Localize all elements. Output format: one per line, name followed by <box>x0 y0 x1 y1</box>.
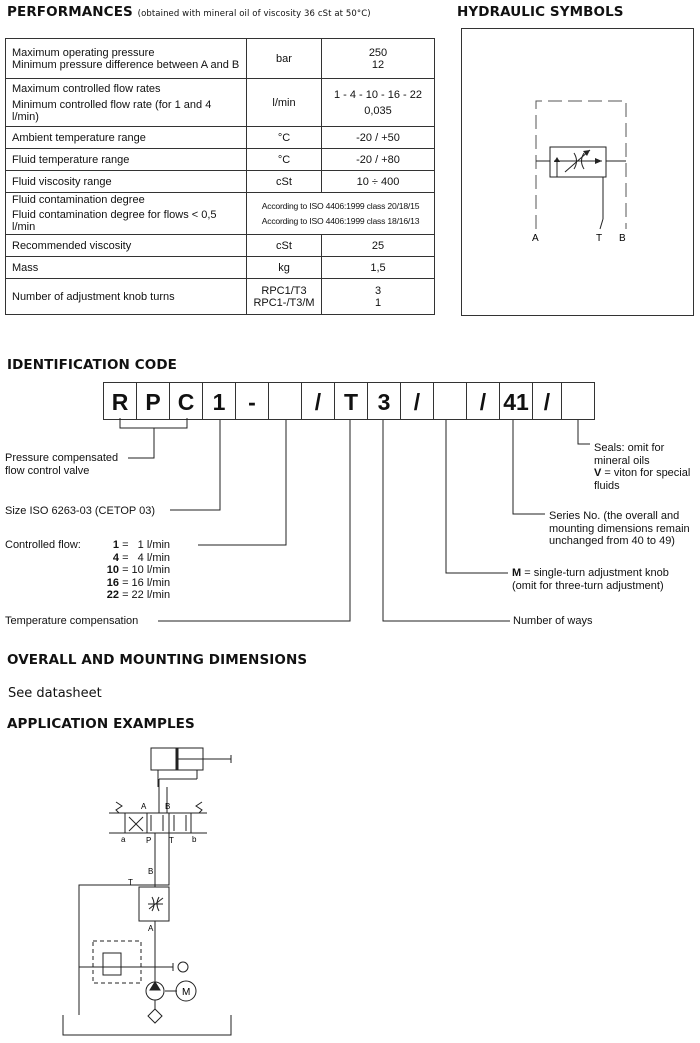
value-text: 3 <box>374 284 382 297</box>
value-cell <box>322 279 435 315</box>
unit-cell: cSt <box>247 171 322 193</box>
param-cell: Ambient temperature range <box>6 127 247 149</box>
table-row <box>6 235 435 257</box>
series-label: Series No. (the overall and mounting dimensions remain unchanged from 40 to 49) <box>549 510 690 547</box>
table-row <box>6 193 435 235</box>
param-cell: Recommended viscosity <box>6 235 247 257</box>
param-cell <box>6 39 247 79</box>
app-fcv-port-t: T <box>128 878 133 887</box>
value-text: 1 <box>374 296 382 309</box>
code-cell: R <box>103 382 137 420</box>
flow-value: = 16 l/min <box>122 576 171 589</box>
value-text: 250 <box>368 46 388 59</box>
param-text: Fluid contamination degree for flows < 0,5 l/min <box>12 209 217 233</box>
performances-heading <box>7 4 371 20</box>
unit-cell: l/min <box>247 79 322 127</box>
value-cell <box>322 39 435 79</box>
performances-note: (obtained with mineral oil of viscosity 36 cSt at 50°C) <box>137 9 371 19</box>
value-text: 1 - 4 - 10 - 16 - 22 <box>333 88 423 101</box>
unit-text: RPC1-/T3/M <box>253 296 315 309</box>
param-cell: Fluid temperature range <box>6 149 247 171</box>
value-text: According to ISO 4406:1999 class 20/18/15 <box>261 201 420 211</box>
flow-option <box>95 539 170 552</box>
seals-text: Seals: omit for <box>594 442 665 454</box>
code-cell <box>561 382 595 420</box>
flow-code: 4 <box>112 551 119 564</box>
seals-label <box>594 442 690 492</box>
contamination-cell <box>247 193 435 235</box>
port-a-label: A <box>532 233 539 244</box>
unit-text: RPC1/T3 <box>261 284 307 297</box>
seals-viton <box>594 467 690 480</box>
application-circuit-diagram <box>55 745 255 1038</box>
param-text: Maximum operating pressure <box>12 46 155 59</box>
flow-code: 16 <box>106 576 119 589</box>
hydraulic-symbols-title: HYDRAULIC SYMBOLS <box>457 4 624 20</box>
flow-value: = 4 l/min <box>122 551 171 564</box>
seals-code: V <box>594 467 602 479</box>
code-cell: / <box>400 382 434 420</box>
code-cell: C <box>169 382 203 420</box>
flow-code: 1 <box>112 539 119 551</box>
knob-line <box>512 567 669 580</box>
size-label: Size ISO 6263-03 (CETOP 03) <box>5 505 155 517</box>
code-cell: / <box>301 382 335 420</box>
flow-option <box>95 564 170 577</box>
port-t-label: T <box>596 233 603 244</box>
app-solenoid-b: b <box>192 835 197 844</box>
performances-table <box>5 38 435 315</box>
app-port-t: T <box>169 836 174 845</box>
identification-code-title: IDENTIFICATION CODE <box>7 357 177 373</box>
param-text: Fluid contamination degree <box>12 194 145 206</box>
hydraulic-symbol-frame <box>461 28 694 316</box>
value-text: 12 <box>371 58 385 71</box>
value-cell: 1,5 <box>322 257 435 279</box>
table-row <box>6 149 435 171</box>
seals-text: = viton for special <box>601 467 691 479</box>
unit-cell: bar <box>247 39 322 79</box>
flow-value: = 22 l/min <box>122 589 171 601</box>
code-cell <box>433 382 467 420</box>
code-cell: / <box>466 382 500 420</box>
param-text: Minimum pressure difference between A and B <box>12 58 240 71</box>
number-of-ways-label: Number of ways <box>513 615 593 627</box>
knob-text: (omit for three-turn adjustment) <box>512 579 664 592</box>
application-title: APPLICATION EXAMPLES <box>7 716 195 732</box>
seals-text: fluids <box>594 479 620 492</box>
app-solenoid-a: a <box>121 835 126 844</box>
table-row <box>6 279 435 315</box>
code-cell: / <box>532 382 562 420</box>
unit-cell: °C <box>247 149 322 171</box>
table-row <box>6 39 435 79</box>
unit-cell: kg <box>247 257 322 279</box>
param-cell <box>6 193 247 235</box>
value-text: According to ISO 4406:1999 class 18/16/13 <box>261 216 420 226</box>
value-cell: 10 ÷ 400 <box>322 171 435 193</box>
dimensions-title: OVERALL AND MOUNTING DIMENSIONS <box>7 652 308 668</box>
app-fcv-port-b: B <box>148 867 154 876</box>
code-cell <box>268 382 302 420</box>
table-row <box>6 171 435 193</box>
code-cell: 1 <box>202 382 236 420</box>
app-port-a: A <box>141 802 147 811</box>
temperature-compensation-label: Temperature compensation <box>5 615 139 627</box>
flow-options <box>95 539 170 602</box>
unit-cell <box>247 279 322 315</box>
value-text: 0,035 <box>364 104 392 117</box>
table-row <box>6 257 435 279</box>
knob-code: M <box>512 567 522 579</box>
app-port-b: B <box>165 802 171 811</box>
value-cell: -20 / +50 <box>322 127 435 149</box>
flow-control-symbol <box>462 29 695 317</box>
param-cell: Number of adjustment knob turns <box>6 279 247 315</box>
unit-cell: °C <box>247 127 322 149</box>
knob-text: = single-turn adjustment knob <box>521 567 669 579</box>
param-cell: Fluid viscosity range <box>6 171 247 193</box>
flow-option <box>95 577 170 590</box>
param-cell: Mass <box>6 257 247 279</box>
motor-label: M <box>182 987 191 998</box>
table-row <box>6 127 435 149</box>
code-cell: T <box>334 382 368 420</box>
flow-value: = 1 l/min <box>122 539 171 551</box>
param-text: Maximum controlled flow rates <box>12 82 161 95</box>
dimensions-text: See datasheet <box>8 686 102 701</box>
param-text: Minimum controlled flow rate (for 1 and 4 l/min) <box>12 98 212 123</box>
app-fcv-port-a: A <box>148 924 154 933</box>
flow-option <box>95 589 170 602</box>
knob-label <box>512 567 669 592</box>
flow-code: 10 <box>106 564 119 576</box>
port-b-label: B <box>619 233 626 244</box>
value-cell: -20 / +80 <box>322 149 435 171</box>
seals-text: mineral oils <box>594 454 650 467</box>
app-port-p: P <box>146 836 152 845</box>
performances-title: PERFORMANCES <box>7 4 133 20</box>
value-cell <box>322 79 435 127</box>
controlled-flow-label: Controlled flow: <box>5 539 81 551</box>
flow-option <box>95 552 170 565</box>
code-cell: 3 <box>367 382 401 420</box>
value-cell: 25 <box>322 235 435 257</box>
unit-cell: cSt <box>247 235 322 257</box>
code-cell: 41 <box>499 382 533 420</box>
flow-value: = 10 l/min <box>122 564 171 576</box>
code-cell: P <box>136 382 170 420</box>
pressure-compensated-label: Pressure compensated flow control valve <box>5 452 119 477</box>
table-row <box>6 79 435 127</box>
flow-code: 22 <box>106 589 119 601</box>
code-cell: - <box>235 382 269 420</box>
param-cell <box>6 79 247 127</box>
